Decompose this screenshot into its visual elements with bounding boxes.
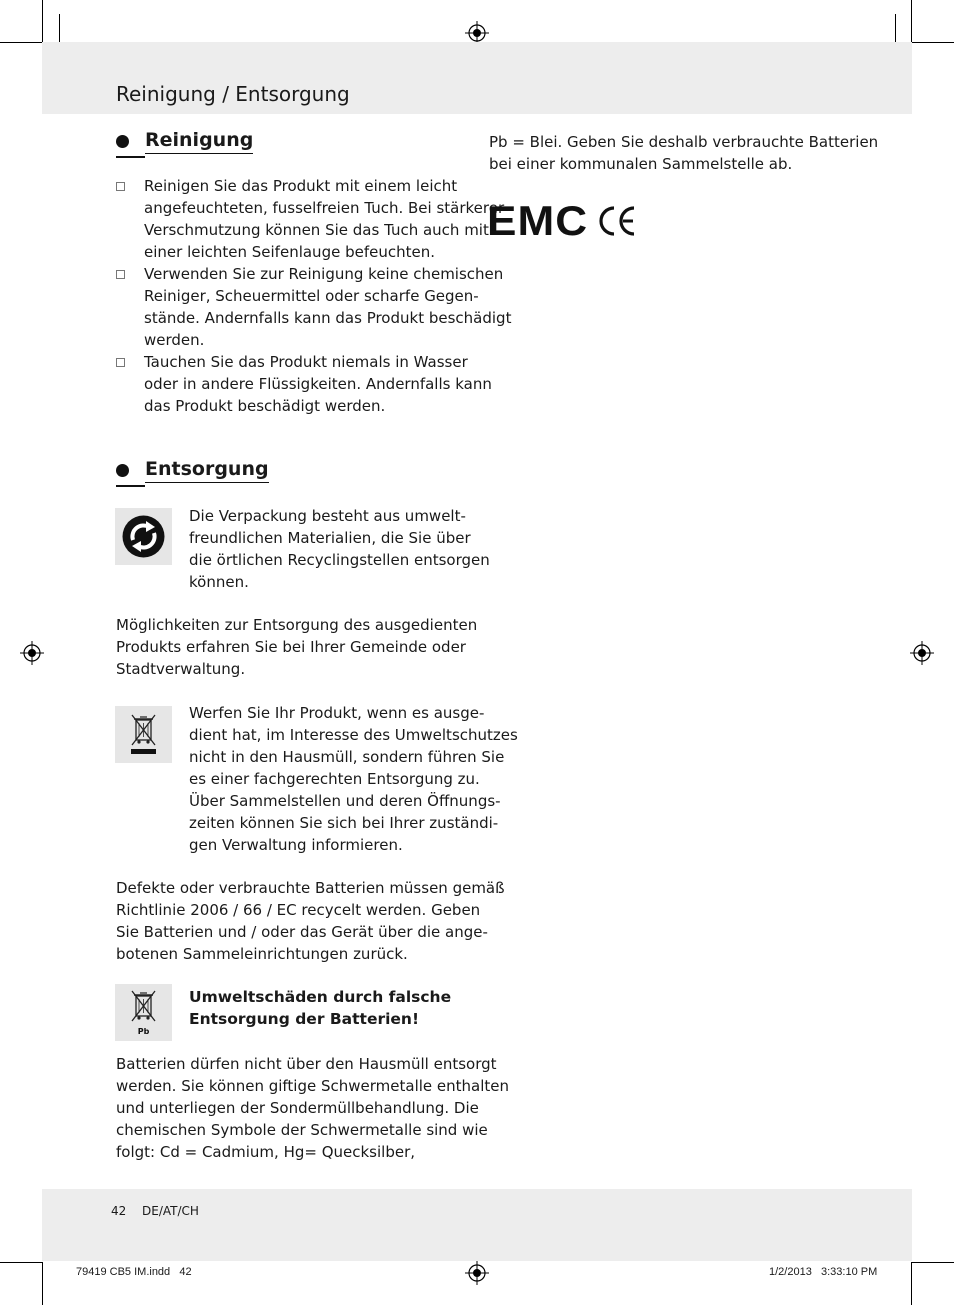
text-line: Reiniger, Scheuermittel oder scharfe Gegen- xyxy=(144,287,479,305)
text-line: Reinigen Sie das Produkt mit einem leicht xyxy=(144,177,458,195)
checkbox-bullet-icon xyxy=(116,182,125,191)
text-line: das Produkt beschädigt werden. xyxy=(144,397,386,415)
checkbox-bullet-icon xyxy=(116,358,125,367)
text-line: Pb = Blei. Geben Sie deshalb verbrauchte Batterien xyxy=(489,133,879,151)
text-line: Möglichkeiten zur Entsorgung des ausgedienten xyxy=(116,616,478,634)
registration-mark-icon xyxy=(20,641,44,665)
text-line: Über Sammelstellen und deren Öffnungs- xyxy=(189,792,501,810)
text-line: angefeuchteten, fusselfreien Tuch. Bei stärkerer xyxy=(144,199,505,217)
ce-mark-icon xyxy=(596,204,638,238)
battery-directive-text xyxy=(116,877,505,965)
text-line: oder in andere Flüssigkeiten. Andernfalls kann xyxy=(144,375,492,393)
text-line: einer leichten Seifenlauge befeuchten. xyxy=(144,243,435,261)
page-number: 42 xyxy=(111,1204,127,1218)
heading-underline xyxy=(116,485,145,487)
text-line: Verwenden Sie zur Reinigung keine chemischen xyxy=(144,265,504,283)
text-line: Verschmutzung können Sie das Tuch auch mit xyxy=(144,221,489,239)
disposal-options-text xyxy=(116,614,476,680)
section-heading-reinigung xyxy=(116,129,316,159)
file-slug: 79419 CB5 IM.indd 42 xyxy=(76,1266,192,1278)
text-line: Sie Batterien und / oder das Gerät über die ange- xyxy=(116,923,488,941)
crop-mark xyxy=(911,0,912,42)
text-line: können. xyxy=(189,573,249,591)
continuation-text xyxy=(489,131,879,175)
region-label: DE/AT/CH xyxy=(142,1204,199,1218)
crop-mark xyxy=(912,1262,954,1263)
weee-icon-box xyxy=(115,706,172,763)
text-line: werden. xyxy=(144,331,205,349)
crop-mark xyxy=(912,42,954,43)
crop-mark xyxy=(42,0,43,42)
text-line: freundlichen Materialien, die Sie über xyxy=(189,529,471,547)
crossed-bin-icon xyxy=(115,706,172,763)
timestamp-slug: 1/2/2013 3:33:10 PM xyxy=(769,1266,878,1278)
text-line: Die Verpackung besteht aus umwelt- xyxy=(189,507,466,525)
text-line: Werfen Sie Ihr Produkt, wenn es ausge- xyxy=(189,704,485,722)
battery-warning-text xyxy=(189,986,479,1030)
weee-text xyxy=(189,702,518,856)
pb-label: Pb xyxy=(137,1027,150,1036)
text-line: Stadtverwaltung. xyxy=(116,660,246,678)
text-line: und unterliegen der Sondermüllbehandlung. Die xyxy=(116,1099,479,1117)
recycling-icon xyxy=(115,508,172,565)
section-heading-text: Entsorgung xyxy=(145,458,269,483)
heading-underline xyxy=(116,156,145,158)
text-line: folgt: Cd = Cadmium, Hg= Quecksilber, xyxy=(116,1143,416,1161)
text-line: zeiten können Sie sich bei Ihrer zuständi- xyxy=(189,814,499,832)
text-line: stände. Andernfalls kann das Produkt beschädigt xyxy=(144,309,512,327)
packaging-text xyxy=(189,505,490,593)
emc-mark: EMC xyxy=(487,197,589,244)
section-heading-entsorgung xyxy=(116,458,316,488)
text-line: Tauchen Sie das Produkt niemals in Wasser xyxy=(144,353,468,371)
bullet-icon xyxy=(116,464,129,477)
text-line: chemischen Symbole der Schwermetalle sind wie xyxy=(116,1121,488,1139)
battery-icon-box xyxy=(115,984,172,1041)
text-line: nicht in den Hausmüll, sondern führen Sie xyxy=(189,748,505,766)
recycling-icon-box xyxy=(115,508,172,565)
text-line: die örtlichen Recyclingstellen entsorgen xyxy=(189,551,490,569)
crop-mark xyxy=(0,42,42,43)
section-heading-text: Reinigung xyxy=(145,129,253,154)
text-line: Produkts erfahren Sie bei Ihrer Gemeinde oder xyxy=(116,638,466,656)
text-line: Richtlinie 2006 / 66 / EC recycelt werden. Geben xyxy=(116,901,481,919)
text-line: bei einer kommunalen Sammelstelle ab. xyxy=(489,155,793,173)
text-line: gen Verwaltung informieren. xyxy=(189,836,403,854)
text-line: dient hat, im Interesse des Umweltschutzes xyxy=(189,726,518,744)
page-title: Reinigung / Entsorgung xyxy=(116,82,350,106)
footer-band xyxy=(42,1189,912,1261)
text-line: Batterien dürfen nicht über den Hausmüll entsorgt xyxy=(116,1055,497,1073)
crop-mark xyxy=(0,1262,42,1263)
crop-mark xyxy=(911,1262,912,1305)
text-line: Entsorgung der Batterien! xyxy=(189,1010,420,1028)
text-line: werden. Sie können giftige Schwermetalle enthalten xyxy=(116,1077,510,1095)
checkbox-bullet-icon xyxy=(116,270,125,279)
text-line: Defekte oder verbrauchte Batterien müssen gemäß xyxy=(116,879,505,897)
text-line: es einer fachgerechten Entsorgung zu. xyxy=(189,770,480,788)
text-line: botenen Sammeleinrichtungen zurück. xyxy=(116,945,408,963)
registration-mark-icon xyxy=(910,641,934,665)
bullet-icon xyxy=(116,135,129,148)
registration-mark-icon xyxy=(465,1261,489,1285)
heavy-metals-text xyxy=(116,1053,510,1163)
text-line: Umweltschäden durch falsche xyxy=(189,988,452,1006)
crop-mark xyxy=(42,1262,43,1305)
